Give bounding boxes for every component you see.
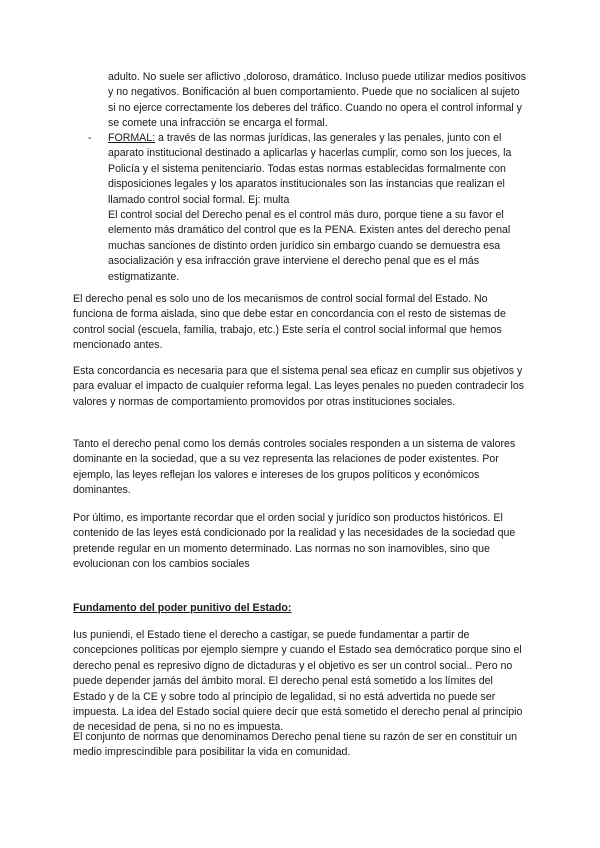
paragraph-por-ultimo: Por último, es importante recordar que el orden social y jurídico son productos históricos. El contenido de las leyes está condicionado por la realidad y las necesidades de la sociedad que pretende regular en un momento determinado. Las normas no son inamovibles, sino que evolucionan con los cambios sociales (73, 512, 516, 571)
section-heading: Fundamento del poder punitivo del Estado: (73, 602, 292, 614)
paragraph-valores: Tanto el derecho penal como los demás controles sociales responden a un sistema de valores dominante en la sociedad, que a su vez representa las relaciones de poder existentes. Por ejemplo, las leyes reflejan los valores e intereses de los grupos políticos y económicos dominantes. (73, 438, 516, 497)
paragraph-conjunto-normas: El conjunto de normas que denominamos Derecho penal tiene su razón de ser en constituir un medio imprescindible para posibilitar la vida en comunidad. (73, 731, 518, 759)
formal-followup: El control social del Derecho penal es el control más duro, porque tiene a su favor el elemento más dramático del control que es la PENA. Existen antes del derecho penal muchas sanciones de distinto orden jurídico sin embargo cuando se demuestra esa asocialización y esa infracción grave interviene el derecho penal que es el más estigmatizante. (108, 209, 511, 283)
formal-control-body (108, 131, 528, 285)
bullet-dash: - (88, 132, 92, 144)
formal-label: FORMAL: (108, 132, 156, 144)
informal-control-continuation (108, 70, 528, 132)
paragraph-ius-puniendi: Ius puniendi, el Estado tiene el derecho a castigar, se puede fundamentar a partir de concepciones políticas por ejemplo siempre y cuando el Estado sea demócratico porque sino el derecho penal es represivo digno de dictaduras y el objetivo es ser un control social.. Pero no puede depender jamás del ámbito moral. El derecho penal está sometido a los límites del Estado y de la CE y sobre todo al principio de legalidad, si no está advertida no puede ser impuesta. La idea del Estado social quiere decir que está sometido el derecho penal al principio de necesidad de pena, si no no es impuesta. (73, 629, 523, 734)
formal-definition (108, 131, 528, 208)
paragraph-derecho-penal: El derecho penal es solo uno de los mecanismos de control social formal del Estado. No funciona de forma aislada, sino que debe estar en concordancia con el resto de sistemas de control social (escuela, familia, trabajo, etc.) Este sería el control social informal que hemos mencionado antes. (73, 293, 506, 352)
continuation-text: adulto. No suele ser aflictivo ,doloroso, dramático. Incluso puede utilizar medios positivos y no negativos. Bonificación al buen comportamiento. Puede que no socialicen al sujeto si no ejerce correctamente los deberes del tráfico. Cuando no opera el control informal y se comete una infracción se encarga el formal. (108, 71, 527, 130)
formal-text: a través de las normas jurídicas, las generales y las penales, junto con el aparato institucional destinado a aplicarlas y hacerlas cumplir, como son los jueces, la Policía y el sistema penitenciario. Todas estas normas establecidas formalmente con disposiciones legales y los aparatos institucionales son las instancias que realizan el llamado control social formal. Ej: multa (108, 132, 512, 206)
paragraph-concordancia: Esta concordancia es necesaria para que el sistema penal sea eficaz en cumplir sus objetivos y para evaluar el impacto de cualquier reforma legal. Las leyes penales no pueden contradecir los valores y normas de comportamiento promovidos por otras instituciones sociales. (73, 365, 525, 408)
